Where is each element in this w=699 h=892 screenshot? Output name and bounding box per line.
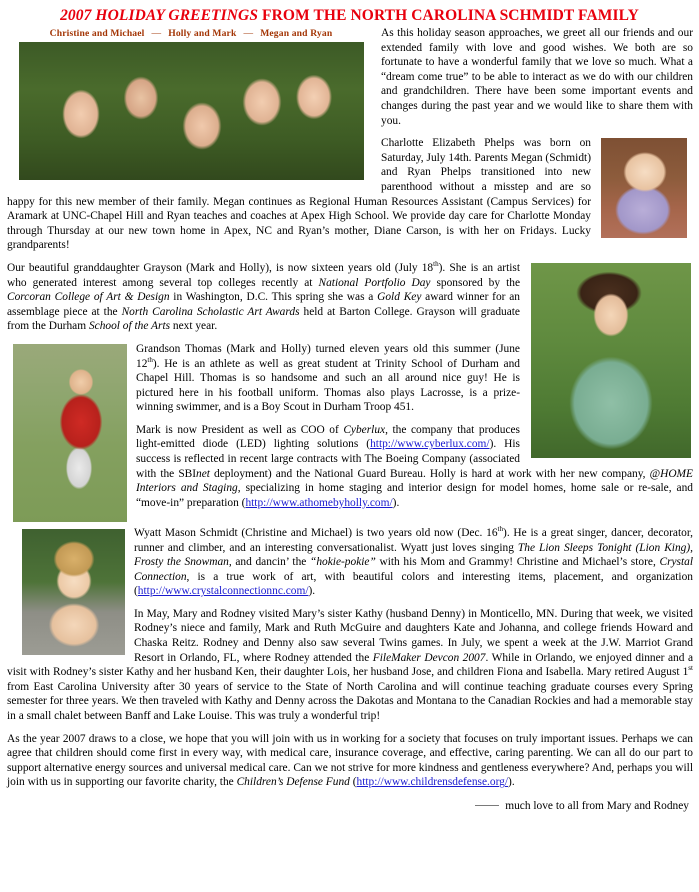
travel-text-1: In May, Mary and Rodney visited Mary’s sister Kathy (husband Denny) in Monticello, MN. During that week, we visited Rodney’s niece and family, Mark and Ruth McGuire and daughters Kate and Johanna, and college friends Howard and Chaska Reitz. Rodney and Denny also saw several Twins games. In July, we spent a week at the J.W. Marriot Grand Resort in Orlando, FL, where Rodney attended the (134, 607, 693, 664)
thomas-text-1: Grandson Thomas (Mark and Holly) turned eleven years old this summer (June 12 (136, 342, 520, 370)
grayson-emphasis-gold-key: Gold Key (377, 291, 422, 304)
wyatt-emphasis-hokie-pokie: “hokie-pokie” (310, 556, 376, 569)
closing-text-2: ( (349, 776, 357, 789)
grayson-emphasis-portfolio-day: National Portfolio Day (318, 276, 431, 289)
signature-dash-icon (475, 805, 499, 806)
wyatt-text-6: ). (308, 585, 316, 598)
mark-emphasis-net: net (196, 467, 210, 480)
athomebyholly-link[interactable]: http://www.athomebyholly.com/ (245, 496, 393, 509)
mark-text-5: , specializing in home staging and interior design for model homes, home sale or re-sale, and “move-in” preparation ( (136, 482, 693, 509)
wyatt-text-2: ). He is a great singer, dancer, decorator, runner and climber, and an interesting conversationalist. Wyatt just loves singing (134, 526, 694, 554)
wyatt-emphasis-crystal-connection: Crystal Connection (134, 556, 694, 583)
signature-line (7, 800, 693, 812)
caption-dash-2: — (243, 28, 254, 40)
grayson-emphasis-corcoran: Corcoran College of Art & Design (7, 291, 170, 304)
travel-emphasis-devcon: FileMaker Devcon 2007 (372, 651, 486, 664)
closing-emphasis-childrens-defense-fund: Children’s Defense Fund (236, 776, 350, 789)
wyatt-text-5: , is a true work of art, with beautiful colors and interesting items, placement, and organization ( (134, 570, 693, 598)
grayson-text-5: award winner for an assemblage piece at the (7, 291, 520, 318)
mark-text-4: deployment) and the National Guard Bureau. Holly is hard at work with her new company, (209, 467, 650, 480)
grayson-text-6: held at Barton College. Grayson will graduate from the Durham (7, 305, 520, 333)
cyberlux-link[interactable]: http://www.cyberlux.com/ (370, 438, 490, 451)
mark-text-3: ). His success is reflected in recent large contracts with The Boeing Company (associated with the SBI (136, 438, 520, 480)
paragraph-closing (7, 732, 693, 790)
travel-text-3: from East Carolina University after 30 years of service to the State of North Carolina and will continue teaching graduate courses every Spring semester for three years. We then traveled with Kathy and Denny across the Dakotas and Montana to the Canadian Rockies and had a memorable stay in a small chalet between Banff and Lake Louise. This was truly a wonderful trip! (7, 680, 693, 723)
mark-text-6: ). (392, 496, 400, 509)
caption-couple-3: Megan and Ryan (260, 28, 333, 40)
grayson-emphasis-nc-awards: North Carolina Scholastic Art Awards (121, 305, 300, 318)
wyatt-emphasis-songs: The Lion Sleeps Tonight (Lion King), Frosty the Snowman, (134, 541, 693, 569)
paragraph-charlotte: Charlotte Elizabeth Phelps was born on Saturday, July 14th. Parents Megan (Schmidt) and Ryan Phelps transitioned into new parenthood without a misstep and are so happy for this new member of their family. Megan continues as Regional Human Resources Assistant (Campus Services) for Aramark at UNC-Chapel Hill and Ryan teaches and coaches at Apex High School. We provide day care for Charlotte Monday through Thursday at our new town home in Apex, NC and Ryan’s mother, Diane Carson, is with her on Fridays. Lucky grandparents! (7, 137, 591, 252)
letter-body (0, 26, 699, 812)
crystalconnection-link[interactable]: http://www.crystalconnectionnc.com/ (137, 585, 309, 598)
caption-couple-2: Holly and Mark (168, 28, 237, 40)
grayson-text-4: in Washington, D.C. This spring she was a (169, 291, 378, 304)
travel-text-2: . While in Orlando, we enjoyed dinner and a visit with Rodney’s sister Kathy and her husband Ken, their daughter Lois, her husband Jose, and children Fiona and Isabella. Mary retired August 1 (7, 651, 694, 679)
wyatt-text-1: Wyatt Mason Schmidt (Christine and Michael) is two years old now (Dec. 16 (134, 526, 498, 539)
grayson-text-1: Our beautiful granddaughter Grayson (Mark and Holly), is now sixteen years old (July 18 (7, 261, 434, 274)
wyatt-ordinal-suffix: th (497, 525, 504, 534)
closing-text-3: ). (508, 776, 515, 789)
paragraph-intro: As this holiday season approaches, we greet all our friends and our extended family with love and good wishes. We both are so fortunate to have a wonderful family that we love so much. What a “dream come true” to be able to interact as we do with our children and grandchildren. There have been some important events and changes during the past year and we would like to share them with you. (381, 27, 693, 127)
family-photo-block (11, 26, 371, 180)
mark-emphasis-cyberlux: Cyberlux (343, 423, 386, 436)
signature-text: much love to all from Mary and Rodney (505, 800, 689, 813)
thomas-text-2: ). He is an athlete as well as great student at Trinity School of Durham and Chapel Hill. Thomas is so handsome and such an all around nice guy! He is pictured here in his football uniform. Thomas also plays Lacrosse, is a prize-winning swimmer, and is a Boy Scout in Durham Troop 451. (136, 357, 520, 414)
thomas-ordinal-suffix: th (147, 355, 153, 364)
travel-ordinal-suffix: st (688, 664, 693, 673)
page-title-upright-part: FROM THE NORTH CAROLINA SCHMIDT FAMILY (258, 7, 639, 24)
baby-charlotte-photo (601, 138, 687, 238)
grayson-emphasis-school-of-arts: School of the Arts (88, 320, 171, 333)
caption-couple-1: Christine and Michael (49, 28, 145, 40)
childrensdefense-link[interactable]: http://www.childrensdefense.org/ (356, 776, 509, 789)
grayson-text-2: ). She is an artist who generated interest among several top colleges recently at (7, 261, 520, 289)
caption-dash-1: — (151, 28, 162, 40)
mark-emphasis-athome-staging: @HOME Interiors and Staging (136, 467, 693, 495)
grayson-text-3: sponsored by the (430, 276, 520, 289)
mark-text-2: , the company that produces light-emitted diode (LED) lighting solutions ( (136, 423, 520, 451)
mark-text-1: Mark is now President as well as COO of (136, 423, 344, 436)
family-photo-caption (11, 26, 371, 42)
closing-text-1: As the year 2007 draws to a close, we hope that you will join with us in working for a society that focuses on truly important issues. Perhaps we can agree that children should come first in every way, with medical care, insurance coverage, and effective, caring parenting. We can all do our part to support alternative energy sources and universal medical care. Can we not strive for more kindness and gentleness everywhere? And, perhaps you will join with us in supporting our favorite charity, the (7, 732, 693, 789)
grayson-text-7: next year. (170, 320, 218, 333)
wyatt-photo (22, 529, 125, 655)
grayson-photo (531, 263, 691, 458)
page-title (0, 0, 699, 26)
family-group-photo (19, 42, 364, 180)
wyatt-text-4: with his Mom and Grammy! Christine and Michael’s store, (375, 556, 660, 569)
grayson-ordinal-suffix: th (433, 260, 439, 269)
thomas-football-photo (13, 344, 127, 522)
page-title-italic-part: 2007 HOLIDAY GREETINGS (60, 7, 259, 24)
wyatt-text-3: and dancin’ the (231, 556, 311, 569)
